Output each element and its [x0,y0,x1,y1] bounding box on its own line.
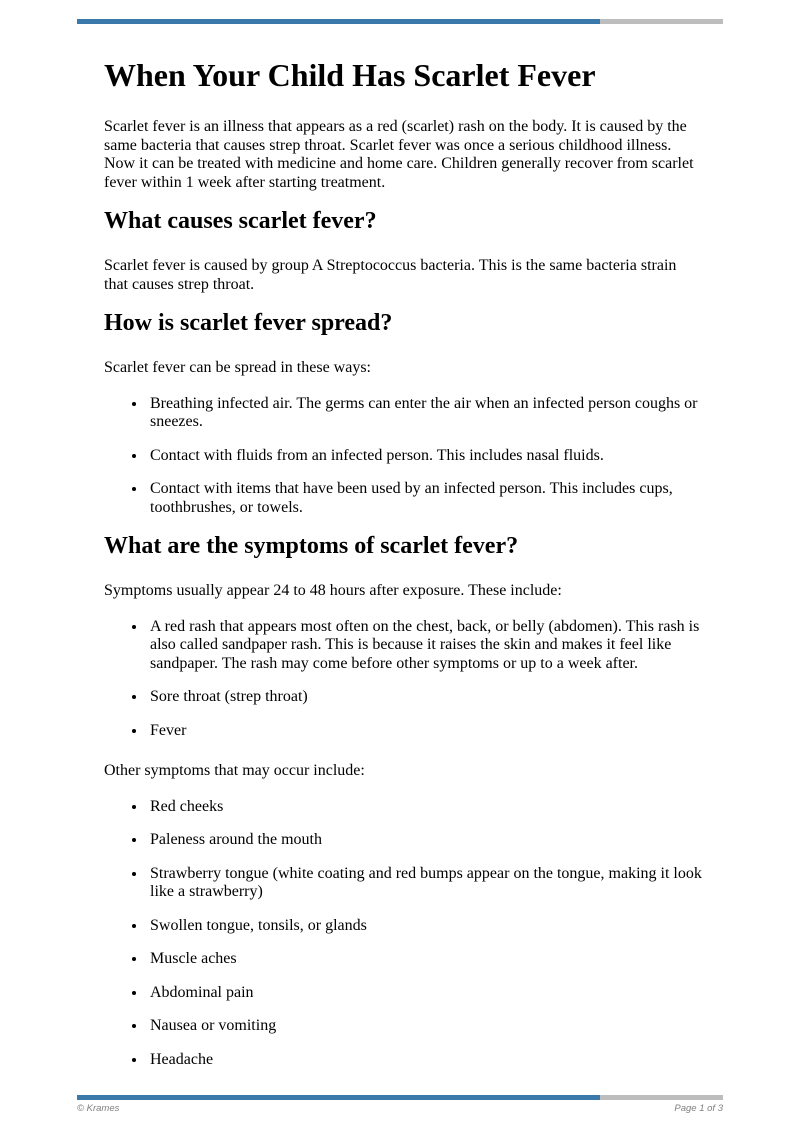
section-heading-symptoms: What are the symptoms of scarlet fever? [104,533,519,559]
list-item: • Headache [147,1051,702,1070]
list-item: • Breathing infected air. The germs can enter the air when an infected person coughs or sneezes. [147,395,702,432]
footer-rule-bar-gray-segment [600,1095,723,1100]
section-causes [104,207,702,294]
section-paragraph-causes: Scarlet fever is caused by group A Streptococcus bacteria. This is the same bacteria strain that causes strep throat. [104,257,677,293]
section-heading-spread: How is scarlet fever spread? [104,310,393,336]
document-body [104,24,702,1069]
other-symptoms-bullet-list [104,798,702,1070]
footer-meta-row [77,1103,723,1115]
list-item: • Red cheeks [147,798,702,817]
list-item: • Swollen tongue, tonsils, or glands [147,917,702,936]
symptoms-bullet-list [104,618,702,741]
list-item: • Sore throat (strep throat) [147,688,702,707]
list-item: • Contact with items that have been used by an infected person. This includes cups, toothbrushes, or towels. [147,480,702,517]
section-spread [104,309,702,517]
list-item: • Contact with fluids from an infected person. This includes nasal fluids. [147,447,702,466]
page-title: When Your Child Has Scarlet Fever [104,57,596,93]
copyright-text: © Krames [77,1103,120,1114]
list-item: • Fever [147,722,702,741]
section-paragraph-spread: Scarlet fever can be spread in these ways: [104,359,371,376]
spread-bullet-list [104,395,702,518]
intro-paragraph: Scarlet fever is an illness that appears as a red (scarlet) rash on the body. It is caused by the same bacteria that causes strep throat. Scarlet fever was once a serious childhood illness. Now it can be treated with medicine and home care. Children generally recover from scarlet fever within 1 week after starting treatment. [104,118,694,191]
page-footer [77,1095,723,1115]
list-item: • Abdominal pain [147,984,702,1003]
footer-rule-bar [77,1095,723,1100]
other-symptoms-paragraph: Other symptoms that may occur include: [104,762,365,779]
page-number: Page 1 of 3 [674,1103,723,1114]
list-item: • Muscle aches [147,950,702,969]
section-symptoms [104,532,702,1069]
list-item: • Nausea or vomiting [147,1017,702,1036]
section-paragraph-symptoms: Symptoms usually appear 24 to 48 hours after exposure. These include: [104,582,562,599]
list-item: • A red rash that appears most often on the chest, back, or belly (abdomen). This rash is also called sandpaper rash. This is because it raises the skin and makes it feel like sandpaper. The rash may come before other symptoms or up to a week after. [147,618,702,674]
footer-rule-bar-blue-segment [77,1095,600,1100]
section-heading-causes: What causes scarlet fever? [104,208,377,234]
list-item: • Strawberry tongue (white coating and red bumps appear on the tongue, making it look like a strawberry) [147,865,702,902]
list-item: • Paleness around the mouth [147,831,702,850]
